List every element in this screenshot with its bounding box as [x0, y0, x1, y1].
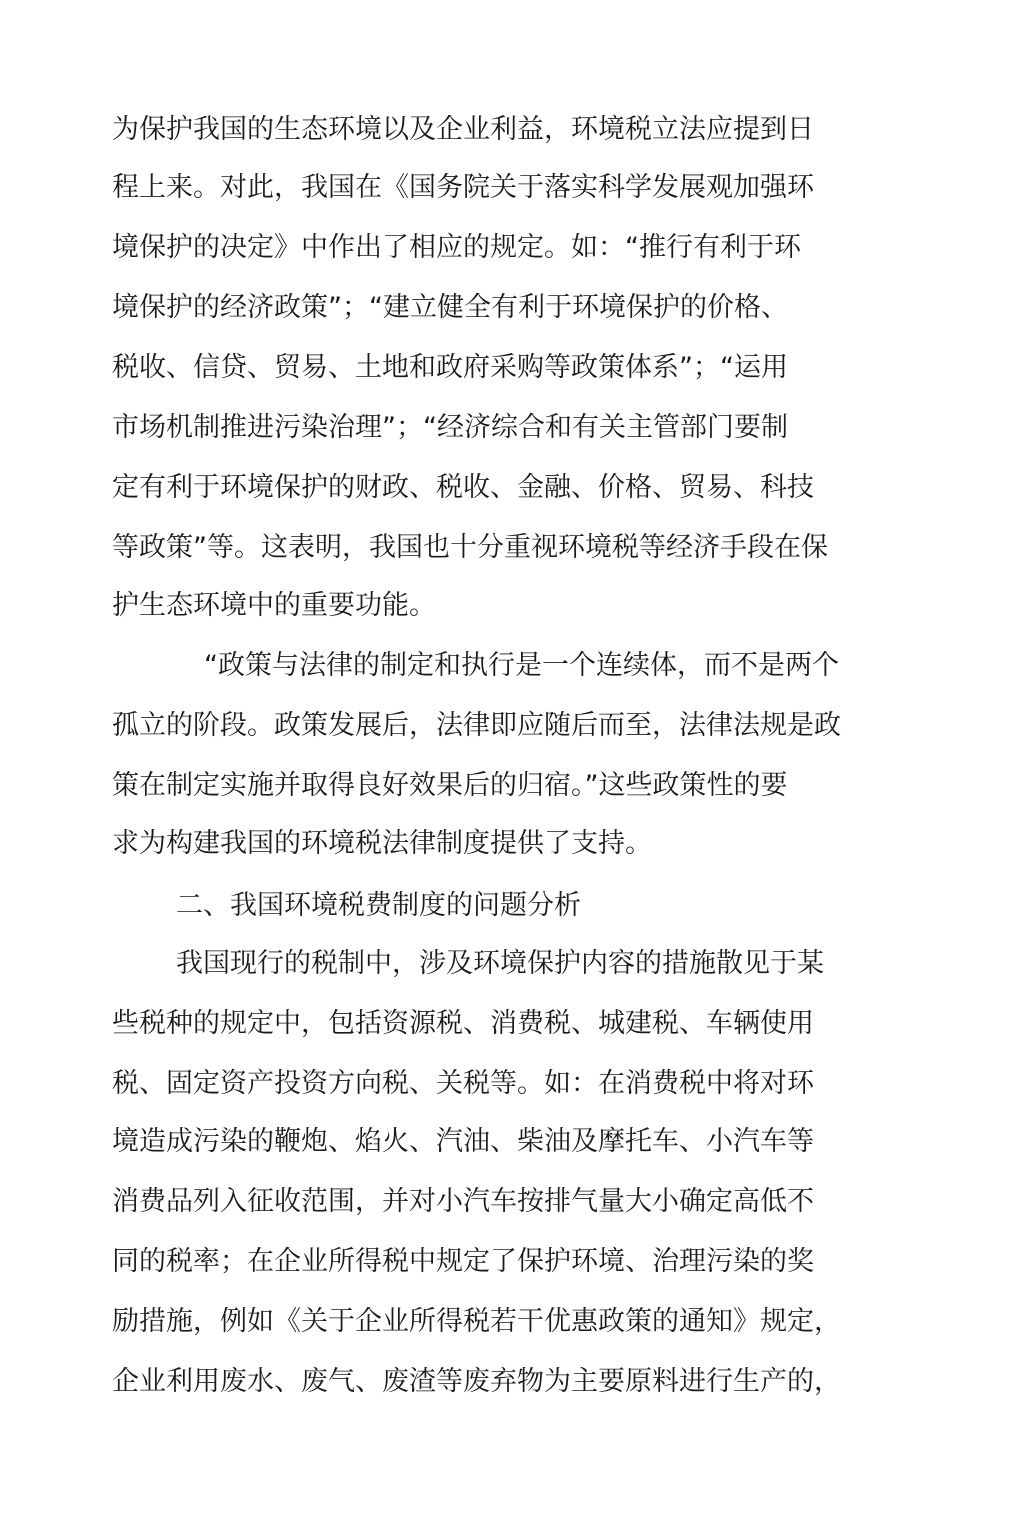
body-paragraph-line-6: 同的税率；在企业所得税中规定了保护环境、治理污染的奖 [112, 1246, 814, 1277]
body-paragraph-line-5: 消费品列入征收范围，并对小汽车按排气量大小确定高低不 [112, 1186, 814, 1217]
body-paragraph-line-2: 些税种的规定中，包括资源税、消费税、城建税、车辆使用 [112, 1008, 814, 1039]
body-paragraph-line-3: 税、固定资产投资方向税、关税等。如：在消费税中将对环 [112, 1068, 814, 1099]
paragraph-line-1: 为保护我国的生态环境以及企业利益，环境税立法应提到日 [112, 114, 814, 145]
quote-paragraph-line-4: 求为构建我国的环境税法律制度提供了支持。 [112, 828, 652, 859]
body-paragraph-line-7: 励措施，例如《关于企业所得税若干优惠政策的通知》规定， [112, 1306, 841, 1337]
section-heading: 二、我国环境税费制度的问题分析 [176, 890, 581, 921]
paragraph-line-4: 境保护的经济政策”；“建立健全有利于环境保护的价格、 [112, 292, 788, 323]
body-paragraph-line-4: 境造成污染的鞭炮、焰火、汽油、柴油及摩托车、小汽车等 [112, 1126, 814, 1157]
paragraph-line-9: 护生态环境中的重要功能。 [112, 590, 436, 621]
paragraph-line-8: 等政策”等。这表明，我国也十分重视环境税等经济手段在保 [112, 532, 828, 563]
paragraph-line-6: 市场机制推进污染治理”；“经济综合和有关主管部门要制 [112, 412, 788, 443]
quote-paragraph-line-2: 孤立的阶段。政策发展后，法律即应随后而至，法律法规是政 [112, 710, 841, 741]
body-paragraph-line-1: 我国现行的税制中，涉及环境保护内容的措施散见于某 [176, 948, 824, 979]
body-paragraph-line-8: 企业利用废水、废气、废渣等废弃物为主要原料进行生产的， [112, 1366, 841, 1397]
quote-paragraph-line-1: “政策与法律的制定和执行是一个连续体，而不是两个 [204, 650, 839, 681]
paragraph-line-3: 境保护的决定》中作出了相应的规定。如：“推行有利于环 [112, 232, 801, 263]
paragraph-line-2: 程上来。对此，我国在《国务院关于落实科学发展观加强环 [112, 172, 814, 203]
paragraph-line-7: 定有利于环境保护的财政、税收、金融、价格、贸易、科技 [112, 472, 814, 503]
quote-paragraph-line-3: 策在制定实施并取得良好效果后的归宿。”这些政策性的要 [112, 770, 788, 801]
paragraph-line-5: 税收、信贷、贸易、土地和政府采购等政策体系”；“运用 [112, 352, 788, 383]
